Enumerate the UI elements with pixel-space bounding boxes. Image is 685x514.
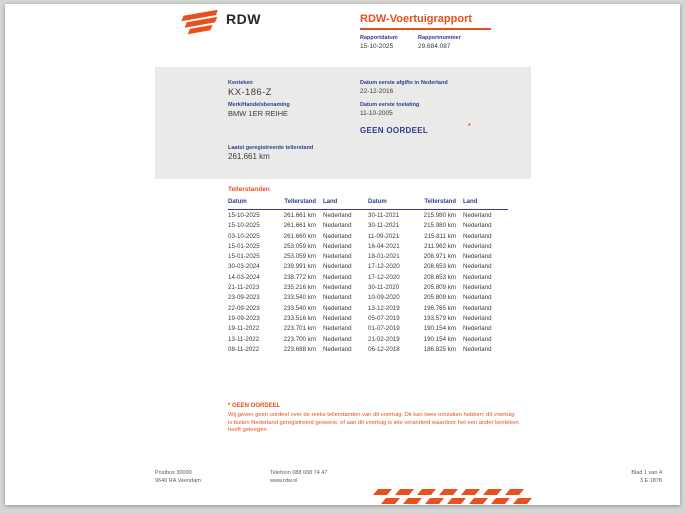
col-land: Land <box>323 199 338 205</box>
footer-pageinfo <box>600 469 662 485</box>
row-tellerstand: 239.991 km <box>283 263 316 271</box>
row-tellerstand: 211.962 km <box>424 242 456 250</box>
row-tellerstand: 208.653 km <box>423 273 456 281</box>
row-tellerstand: 208.653 km <box>423 263 456 271</box>
footer-phone: Telefoon 088 008 74 47 <box>270 470 328 476</box>
rapportnummer-field <box>418 35 461 50</box>
row-land: Nederland <box>323 273 352 281</box>
row-datum: 11-09-2021 <box>368 232 400 240</box>
col-land: Land <box>463 199 478 205</box>
table-row <box>228 210 368 220</box>
row-datum: 21-02-2019 <box>368 335 400 343</box>
row-land: Nederland <box>323 335 352 343</box>
row-land: Nederland <box>463 263 492 271</box>
toelating-value: 11-10-2005 <box>360 109 393 117</box>
table-row <box>228 261 368 271</box>
summary-panel <box>155 67 531 179</box>
row-tellerstand: 196.765 km <box>423 304 456 312</box>
row-tellerstand: 186.825 km <box>423 345 456 353</box>
row-datum: 06-12-2018 <box>368 345 400 353</box>
report-page <box>5 4 680 505</box>
row-datum: 05-07-2019 <box>368 314 400 322</box>
row-land: Nederland <box>463 325 492 333</box>
row-datum: 17-12-2020 <box>368 273 400 281</box>
table-row <box>368 334 508 344</box>
footer-form-code: 3 E 1878 <box>639 478 662 484</box>
row-datum: 15-01-2025 <box>228 242 260 250</box>
row-datum: 22-09-2023 <box>228 304 260 312</box>
row-land: Nederland <box>463 284 492 292</box>
table-row <box>228 292 368 302</box>
row-land: Nederland <box>323 212 352 219</box>
row-tellerstand: 261.661 km <box>283 212 316 219</box>
rapportdatum-label: Rapportdatum <box>360 35 398 41</box>
table-row <box>368 323 508 333</box>
row-land: Nederland <box>323 222 352 230</box>
row-land: Nederland <box>463 212 492 219</box>
row-land: Nederland <box>463 314 492 322</box>
tellerstanden-table-right <box>368 197 508 354</box>
row-datum: 30-03-2024 <box>228 263 260 271</box>
row-datum: 13-12-2019 <box>368 304 400 312</box>
row-datum: 13-11-2022 <box>228 335 260 343</box>
col-datum: Datum <box>228 199 247 205</box>
row-datum: 14-03-2024 <box>228 273 260 281</box>
row-datum: 03-10-2025 <box>228 232 260 240</box>
rapportdatum-value: 15-10-2025 <box>360 42 394 50</box>
table-row <box>368 303 508 313</box>
footer-address-line1: Postbus 30000 <box>155 470 192 476</box>
table-row <box>368 231 508 241</box>
row-tellerstand: 205.809 km <box>423 284 456 292</box>
table-row <box>368 261 508 271</box>
row-land: Nederland <box>323 325 352 333</box>
col-datum: Datum <box>368 199 387 205</box>
laatste-tellerstand-label: Laatst geregistreerde tellerstand <box>228 145 314 151</box>
footnote-body: Wij geven geen oordeel over de reeks tellerstanden van dit voertuig. Dit kan twee oorzaken hebben: dit voertuig is buiten Nederland geregistreerd geweest, of aan dit voertuig is iets veranderd waardoor het een ander kenteken heeft gekregen. <box>228 412 519 434</box>
rapportdatum-field <box>360 35 398 50</box>
row-datum: 15-10-2025 <box>228 222 260 230</box>
row-tellerstand: 233.540 km <box>283 294 316 302</box>
afgifte-value: 22-12-2016 <box>360 87 394 95</box>
row-tellerstand: 215.811 km <box>424 232 456 240</box>
row-tellerstand: 235.216 km <box>283 284 316 292</box>
row-datum: 18-01-2021 <box>368 253 400 261</box>
table-row <box>368 282 508 292</box>
row-datum: 21-11-2023 <box>228 284 260 292</box>
table-row <box>228 282 368 292</box>
row-tellerstand: 208.971 km <box>423 253 456 261</box>
col-tellerstand: Tellerstand <box>284 199 316 205</box>
row-land: Nederland <box>463 253 492 261</box>
table-row <box>228 313 368 323</box>
table-row <box>228 303 368 313</box>
row-datum: 15-10-2025 <box>228 212 260 219</box>
row-land: Nederland <box>463 304 492 312</box>
row-tellerstand: 253.059 km <box>283 253 316 261</box>
row-tellerstand: 215.980 km <box>423 222 456 230</box>
row-land: Nederland <box>463 222 492 230</box>
footer-page-number: Blad 1 van 4 <box>631 470 662 476</box>
row-tellerstand: 223.701 km <box>283 325 316 333</box>
row-land: Nederland <box>323 263 352 271</box>
row-datum: 15-01-2025 <box>228 253 260 261</box>
row-datum: 19-09-2023 <box>228 314 260 322</box>
col-tellerstand: Tellerstand <box>424 199 456 205</box>
toelating-label: Datum eerste toelating <box>360 102 420 108</box>
row-tellerstand: 190.154 km <box>423 335 456 343</box>
tellerstanden-heading: Tellerstanden <box>228 186 270 193</box>
table-row <box>228 220 368 230</box>
row-datum: 30-11-2021 <box>368 222 400 230</box>
title-underline <box>360 28 491 30</box>
row-datum: 08-11-2022 <box>228 345 260 353</box>
table-row <box>228 241 368 251</box>
row-land: Nederland <box>463 232 492 240</box>
table-header <box>368 197 508 210</box>
row-land: Nederland <box>463 345 492 353</box>
table-body <box>368 210 508 354</box>
row-land: Nederland <box>323 294 352 302</box>
table-row <box>368 241 508 251</box>
table-row <box>228 323 368 333</box>
table-row <box>368 292 508 302</box>
table-row <box>368 344 508 354</box>
table-row <box>228 344 368 354</box>
row-land: Nederland <box>323 314 352 322</box>
row-land: Nederland <box>463 273 492 281</box>
row-tellerstand: 215.980 km <box>423 212 456 219</box>
laatste-tellerstand-value: 261.661 km <box>228 152 270 161</box>
table-row <box>368 210 508 220</box>
stripe-band-icon <box>373 487 538 507</box>
merk-value: BMW 1ER REIHE <box>228 109 289 118</box>
footer-website: www.rdw.nl <box>270 478 298 484</box>
row-datum: 23-09-2023 <box>228 294 260 302</box>
row-tellerstand: 261.660 km <box>283 232 316 240</box>
table-row <box>228 272 368 282</box>
row-tellerstand: 253.059 km <box>283 242 316 250</box>
merk-label: Merk/Handelsbenaming <box>228 102 290 108</box>
rapportnummer-label: Rapportnummer <box>418 35 461 41</box>
row-land: Nederland <box>463 335 492 343</box>
footnote-heading: * GEEN OORDEEL <box>228 403 281 409</box>
report-meta <box>360 35 500 55</box>
oordeel-badge: GEEN OORDEEL <box>360 126 429 135</box>
row-land: Nederland <box>323 232 352 240</box>
table-row <box>228 231 368 241</box>
tellerstanden-table-left <box>228 197 368 354</box>
table-row <box>368 220 508 230</box>
table-row <box>368 313 508 323</box>
row-tellerstand: 233.516 km <box>283 314 316 322</box>
row-datum: 30-11-2020 <box>368 284 400 292</box>
table-row <box>368 272 508 282</box>
footer-contact <box>270 469 328 485</box>
row-datum: 30-11-2021 <box>368 212 400 219</box>
page-title: RDW-Voertuigrapport <box>360 13 473 25</box>
row-tellerstand: 261.661 km <box>283 222 316 230</box>
row-datum: 19-11-2022 <box>228 325 260 333</box>
table-body <box>228 210 368 354</box>
row-tellerstand: 233.540 km <box>283 304 316 312</box>
row-land: Nederland <box>463 242 492 250</box>
oordeel-asterisk: * <box>468 123 471 130</box>
row-land: Nederland <box>323 242 352 250</box>
brand-name: RDW <box>226 11 261 27</box>
table-header <box>228 197 368 210</box>
row-land: Nederland <box>323 253 352 261</box>
row-land: Nederland <box>323 284 352 292</box>
row-tellerstand: 238.772 km <box>283 273 316 281</box>
row-datum: 16-04-2021 <box>368 242 400 250</box>
row-datum: 10-09-2020 <box>368 294 400 302</box>
afgifte-label: Datum eerste afgifte in Nederland <box>360 80 448 86</box>
footer-address-line2: 9640 RA Veendam <box>155 478 201 484</box>
row-tellerstand: 223.700 km <box>283 335 316 343</box>
row-datum: 01-07-2019 <box>368 325 400 333</box>
table-row <box>228 251 368 261</box>
rapportnummer-value: 29.684.087 <box>418 42 451 50</box>
row-land: Nederland <box>323 345 352 353</box>
row-land: Nederland <box>323 304 352 312</box>
rdw-logo-icon <box>177 10 223 36</box>
row-tellerstand: 205.809 km <box>423 294 456 302</box>
kenteken-label: Kenteken <box>228 80 253 86</box>
footer-address <box>155 469 201 485</box>
table-row <box>368 251 508 261</box>
row-tellerstand: 190.154 km <box>423 325 456 333</box>
table-row <box>228 334 368 344</box>
row-datum: 17-12-2020 <box>368 263 400 271</box>
row-tellerstand: 223.688 km <box>283 345 316 353</box>
kenteken-value: KX-186-Z <box>228 87 272 98</box>
row-tellerstand: 193.579 km <box>423 314 456 322</box>
row-land: Nederland <box>463 294 492 302</box>
